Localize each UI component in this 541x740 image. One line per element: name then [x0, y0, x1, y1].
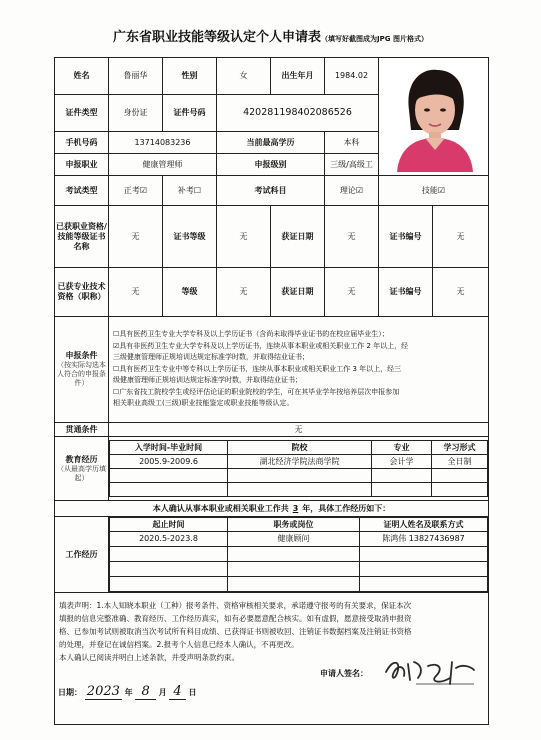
id-type-value: 身份证 [109, 95, 163, 132]
declaration-line: 格、已参加考试则被取消当次考试所有科目成绩、已获得证书则被收回、注销证书数据档案及注销证书资格 [59, 627, 412, 636]
occupation-value: 健康管理师 [109, 154, 217, 176]
table-row [110, 455, 488, 469]
edu-form-header: 学习形式 [432, 441, 488, 455]
work-witness: 陈鸿伟 13827436987 [360, 532, 488, 547]
edu-school-header: 院校 [228, 441, 372, 455]
exam-type-label: 考试类型 [55, 176, 109, 206]
exam-regular-checkbox: ☑ [139, 185, 148, 195]
title-no-label: 证书编号 [379, 268, 433, 317]
birth-value: 1984.02 [325, 58, 379, 95]
subject-skill-checkbox: ☑ [437, 185, 446, 195]
edu-major: 会计学 [372, 455, 432, 469]
date-day-char: 日 [188, 688, 197, 697]
education-label: 当前最高学历 [217, 132, 325, 154]
through-value: 无 [109, 423, 489, 437]
conditions-label-cell [55, 317, 109, 423]
date-year-char: 年 [124, 688, 133, 697]
name-label: 姓名 [55, 58, 109, 95]
title-no-value: 无 [433, 268, 489, 317]
applicant-signature [380, 650, 480, 690]
gender-label: 性别 [163, 58, 217, 95]
edu-school: 湖北经济学院法商学院 [228, 455, 372, 469]
cert-no-label: 证书编号 [379, 206, 433, 268]
exam-makeup-text: 补考 [177, 185, 194, 195]
date-month: 8 [135, 684, 155, 700]
cert-level-label: 证书等级 [163, 206, 217, 268]
declaration-line: 填表声明：1.本人知晓本职业（工种）报考条件、资格审核相关要求，承诺遵守报考的有关要求，保证本次 [59, 601, 412, 610]
name-value: 鲁丽华 [109, 58, 163, 95]
obtain-date-value: 无 [325, 206, 379, 268]
edu-period: 2005.9-2009.6 [110, 455, 228, 469]
subtitle-text: （填写好截图成为JPG 图片格式） [321, 35, 428, 43]
work-table-cell [109, 517, 489, 593]
prior-title-label: 已获专业技术资格（职称） [55, 268, 109, 317]
edu-major-header: 专业 [372, 441, 432, 455]
work-years: 3 [292, 503, 299, 513]
condition-line: ☐具有医药卫生专业大学专科及以上学历证书（含尚未取得毕业证书的在校应届毕业生）； [113, 330, 389, 339]
level-label: 申报级别 [217, 154, 325, 176]
edu-label: 教育经历 [65, 454, 98, 464]
work-position: 健康顾问 [228, 532, 360, 547]
table-row [110, 469, 488, 483]
declaration-line: 本人确认已阅读并明白上述条款，并受声明条款约束。 [59, 653, 239, 662]
exam-makeup-checkbox: ☐ [193, 185, 202, 195]
title-date-label: 获证日期 [271, 268, 325, 317]
subject-skill [379, 176, 489, 206]
id-photo [379, 58, 489, 176]
table-row [110, 532, 488, 547]
subject-skill-text: 技能 [421, 185, 438, 195]
cert-level-value: 无 [217, 206, 271, 268]
work-period: 2020.5-2023.8 [110, 532, 228, 547]
id-number-label: 证件号码 [163, 95, 217, 132]
condition-line: ☐具有医药卫生专业中等专科以上学历证书，连续从事本职业或相关职业工作 3 年以上，经三 [113, 364, 402, 373]
grade-value: 无 [217, 268, 271, 317]
birth-label: 出生年月 [271, 58, 325, 95]
work-summary [55, 501, 489, 517]
form-title [0, 26, 541, 45]
date-year: 2023 [86, 684, 120, 699]
declaration-line: 的处理，并登记在诚信档案。2.报考个人信息已经本人确认，不再更改。 [59, 640, 299, 649]
work-summary-prefix: 本人确认从事本职业或相关职业工作共 [152, 503, 289, 513]
exam-subject-label: 考试科目 [217, 176, 325, 206]
conditions-label: 申报条件 [65, 351, 98, 361]
work-witness-header: 证明人姓名及联系方式 [360, 518, 488, 532]
prior-cert-value: 无 [109, 206, 163, 268]
work-start-header: 起止时间 [110, 518, 228, 532]
title-text: 广东省职业技能等级认定个人申请表 [113, 30, 322, 45]
date-line [58, 684, 196, 699]
edu-note: （从最高学历填起） [57, 464, 106, 482]
table-row [110, 547, 488, 562]
work-position-header: 职务或岗位 [228, 518, 360, 532]
education-value: 本科 [325, 132, 379, 154]
conditions-list [109, 317, 489, 423]
condition-line: 级健康管理师正规培训达规定标准学时数，并取得结业证书； [113, 376, 302, 385]
subject-theory [325, 176, 379, 206]
table-row [110, 483, 488, 497]
level-value: 三级/高级工 [325, 154, 379, 176]
phone-label: 手机号码 [55, 132, 109, 154]
title-date-value: 无 [325, 268, 379, 317]
work-label: 工作经历 [55, 517, 109, 593]
edu-table-cell [109, 437, 489, 501]
exam-regular [109, 176, 163, 206]
applicant-sign-label: 申请人签名： [320, 669, 368, 678]
edu-label-cell [55, 437, 109, 501]
date-day: 4 [169, 684, 185, 700]
gender-value: 女 [217, 58, 271, 95]
subject-theory-checkbox: ☑ [355, 185, 364, 195]
id-type-label: 证件类型 [55, 95, 109, 132]
edu-period-header: 入学时间-毕业时间 [110, 441, 228, 455]
prior-title-value: 无 [109, 268, 163, 317]
prior-cert-label: 已获职业资格/技能等级证书名称 [55, 206, 109, 268]
conditions-note: （按实际勾选本人符合的申报条件） [57, 361, 106, 387]
condition-line: ☐广东省技工院校学生或经评估论证的职业院校的学生，可在其毕业学年按培养层次申报参加 [113, 387, 400, 396]
edu-form: 全日制 [432, 455, 488, 469]
work-summary-suffix: 年，具体工作经历如下： [302, 503, 391, 513]
exam-makeup [163, 176, 217, 206]
condition-line: 三级健康管理师正规培训达规定标准学时数，并取得结业证书； [113, 353, 309, 362]
id-number-value: 420281198402086526 [217, 95, 379, 132]
edu-table [109, 440, 488, 497]
grade-label: 等级 [163, 268, 217, 317]
subject-theory-text: 理论 [339, 185, 356, 195]
phone-value: 13714083236 [109, 132, 217, 154]
exam-regular-text: 正考 [123, 185, 140, 195]
work-table [109, 517, 488, 592]
date-month-char: 月 [158, 688, 167, 697]
date-label: 日期： [58, 688, 82, 697]
table-row [110, 562, 488, 577]
condition-line: ☑具有非医药卫生专业大学专科及以上学历证书，连续从事本职业或相关职业工作 2 年以上，经 [113, 341, 409, 350]
portrait-photo [379, 58, 489, 172]
cert-no-value: 无 [433, 206, 489, 268]
condition-line: 相关职业高级工(三级)职业技能鉴定或职业技能等级认定。 [113, 399, 294, 408]
declaration-line: 填报的信息完整准确、教育经历、工作经历真实，如有必要愿意配合核实。如有虚假，愿意接受取消申报资 [59, 614, 412, 623]
table-row [110, 577, 488, 592]
through-label: 贯通条件 [55, 423, 109, 437]
occupation-label: 申报职业 [55, 154, 109, 176]
obtain-date-label: 获证日期 [271, 206, 325, 268]
application-form [54, 57, 489, 725]
